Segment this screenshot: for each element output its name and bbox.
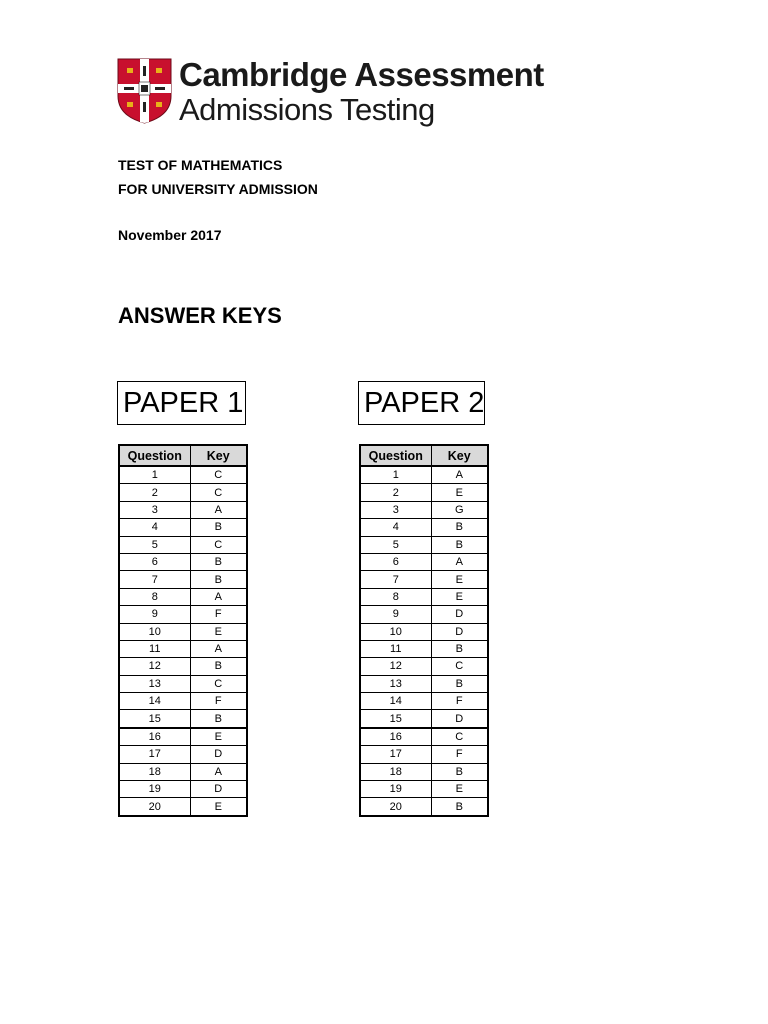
table-row — [360, 781, 488, 798]
table-row — [360, 623, 488, 640]
answer-key-cell: F — [190, 693, 247, 710]
answer-key-cell: B — [431, 519, 488, 536]
answer-key-cell: B — [190, 710, 247, 728]
answer-key-cell: D — [190, 746, 247, 763]
answer-key-cell: C — [190, 536, 247, 553]
answer-key-cell: A — [431, 466, 488, 484]
answer-key-cell: B — [190, 658, 247, 675]
question-number-cell: 7 — [119, 571, 190, 588]
question-number-cell: 9 — [360, 606, 431, 623]
answer-key-cell: E — [431, 588, 488, 605]
table-row — [360, 728, 488, 746]
question-number-cell: 4 — [119, 519, 190, 536]
answer-key-cell: A — [190, 501, 247, 518]
table-row — [119, 466, 247, 484]
question-number-cell: 20 — [119, 798, 190, 816]
table-row — [119, 728, 247, 746]
table-row — [360, 658, 488, 675]
logo-line-2: Admissions Testing — [179, 92, 435, 127]
answer-key-cell: G — [431, 501, 488, 518]
section-heading: ANSWER KEYS — [118, 303, 282, 328]
question-number-cell: 10 — [119, 623, 190, 640]
table-row — [360, 746, 488, 763]
answer-key-cell: E — [190, 798, 247, 816]
table-row — [360, 588, 488, 605]
table-row — [119, 501, 247, 518]
answer-key-cell: A — [190, 763, 247, 780]
table-row — [360, 571, 488, 588]
table-row — [360, 519, 488, 536]
question-number-cell: 8 — [360, 588, 431, 605]
table-row — [119, 693, 247, 710]
table-header-row — [360, 445, 488, 466]
table-row — [119, 675, 247, 692]
question-header: Question — [360, 445, 431, 466]
table-row — [119, 781, 247, 798]
table-row — [360, 798, 488, 816]
answer-key-cell: D — [431, 623, 488, 640]
answer-key-cell: B — [431, 640, 488, 657]
question-number-cell: 12 — [360, 658, 431, 675]
table-row — [360, 466, 488, 484]
question-number-cell: 18 — [360, 763, 431, 780]
test-title-line-1: TEST OF MATHEMATICS — [118, 157, 283, 173]
question-number-cell: 19 — [360, 781, 431, 798]
answer-key-cell: E — [190, 728, 247, 746]
table-row — [360, 501, 488, 518]
question-number-cell: 19 — [119, 781, 190, 798]
table-row — [360, 640, 488, 657]
table-row — [119, 536, 247, 553]
question-number-cell: 16 — [119, 728, 190, 746]
question-number-cell: 2 — [119, 484, 190, 501]
question-number-cell: 4 — [360, 519, 431, 536]
question-header: Question — [119, 445, 190, 466]
answer-key-cell: C — [431, 728, 488, 746]
table-row — [119, 571, 247, 588]
paper-1-answer-table — [118, 444, 248, 817]
answer-key-cell: A — [190, 640, 247, 657]
answer-key-cell: B — [431, 536, 488, 553]
question-number-cell: 6 — [119, 553, 190, 570]
table-row — [119, 588, 247, 605]
question-number-cell: 2 — [360, 484, 431, 501]
key-header: Key — [190, 445, 247, 466]
question-number-cell: 14 — [360, 693, 431, 710]
table-row — [360, 606, 488, 623]
answer-key-cell: A — [190, 588, 247, 605]
table-row — [360, 536, 488, 553]
table-row — [360, 763, 488, 780]
answer-key-cell: E — [190, 623, 247, 640]
answer-key-cell: C — [190, 675, 247, 692]
table-row — [360, 710, 488, 728]
paper-2-label: PAPER 2 — [358, 381, 485, 425]
answer-key-cell: B — [431, 798, 488, 816]
question-number-cell: 10 — [360, 623, 431, 640]
answer-key-cell: A — [431, 553, 488, 570]
answer-key-cell: F — [190, 606, 247, 623]
answer-key-cell: C — [190, 466, 247, 484]
answer-key-cell: B — [190, 519, 247, 536]
answer-key-cell: D — [431, 606, 488, 623]
table-row — [119, 606, 247, 623]
question-number-cell: 17 — [119, 746, 190, 763]
table-row — [119, 623, 247, 640]
answer-key-cell: E — [431, 571, 488, 588]
table-row — [119, 763, 247, 780]
logo-line-1: Cambridge Assessment — [179, 56, 544, 93]
table-row — [119, 710, 247, 728]
key-header: Key — [431, 445, 488, 466]
question-number-cell: 7 — [360, 571, 431, 588]
paper-2-answer-table — [359, 444, 489, 817]
table-row — [119, 658, 247, 675]
table-row — [119, 746, 247, 763]
answer-key-cell: C — [431, 658, 488, 675]
question-number-cell: 13 — [360, 675, 431, 692]
answer-key-cell: C — [190, 484, 247, 501]
paper-1-label: PAPER 1 — [117, 381, 246, 425]
answer-key-cell: D — [431, 710, 488, 728]
answer-key-cell: F — [431, 693, 488, 710]
answer-key-cell: B — [190, 553, 247, 570]
answer-key-cell: B — [431, 675, 488, 692]
question-number-cell: 20 — [360, 798, 431, 816]
table-row — [119, 553, 247, 570]
answer-key-cell: F — [431, 746, 488, 763]
question-number-cell: 8 — [119, 588, 190, 605]
question-number-cell: 11 — [119, 640, 190, 657]
question-number-cell: 18 — [119, 763, 190, 780]
cambridge-crest-icon — [117, 58, 172, 124]
answer-key-cell: E — [431, 484, 488, 501]
question-number-cell: 3 — [119, 501, 190, 518]
test-date: November 2017 — [118, 227, 222, 243]
table-row — [360, 553, 488, 570]
question-number-cell: 12 — [119, 658, 190, 675]
table-header-row — [119, 445, 247, 466]
question-number-cell: 5 — [360, 536, 431, 553]
question-number-cell: 6 — [360, 553, 431, 570]
table-row — [119, 484, 247, 501]
question-number-cell: 9 — [119, 606, 190, 623]
question-number-cell: 16 — [360, 728, 431, 746]
table-row — [360, 693, 488, 710]
answer-key-cell: B — [190, 571, 247, 588]
question-number-cell: 14 — [119, 693, 190, 710]
question-number-cell: 17 — [360, 746, 431, 763]
question-number-cell: 15 — [360, 710, 431, 728]
table-row — [360, 484, 488, 501]
answer-key-cell: B — [431, 763, 488, 780]
question-number-cell: 13 — [119, 675, 190, 692]
test-title-line-2: FOR UNIVERSITY ADMISSION — [118, 181, 318, 197]
table-row — [119, 519, 247, 536]
answer-key-cell: D — [190, 781, 247, 798]
question-number-cell: 5 — [119, 536, 190, 553]
table-row — [119, 640, 247, 657]
question-number-cell: 1 — [119, 466, 190, 484]
table-row — [360, 675, 488, 692]
question-number-cell: 3 — [360, 501, 431, 518]
question-number-cell: 1 — [360, 466, 431, 484]
table-row — [119, 798, 247, 816]
answer-key-cell: E — [431, 781, 488, 798]
question-number-cell: 15 — [119, 710, 190, 728]
cambridge-assessment-logo — [117, 56, 544, 128]
question-number-cell: 11 — [360, 640, 431, 657]
